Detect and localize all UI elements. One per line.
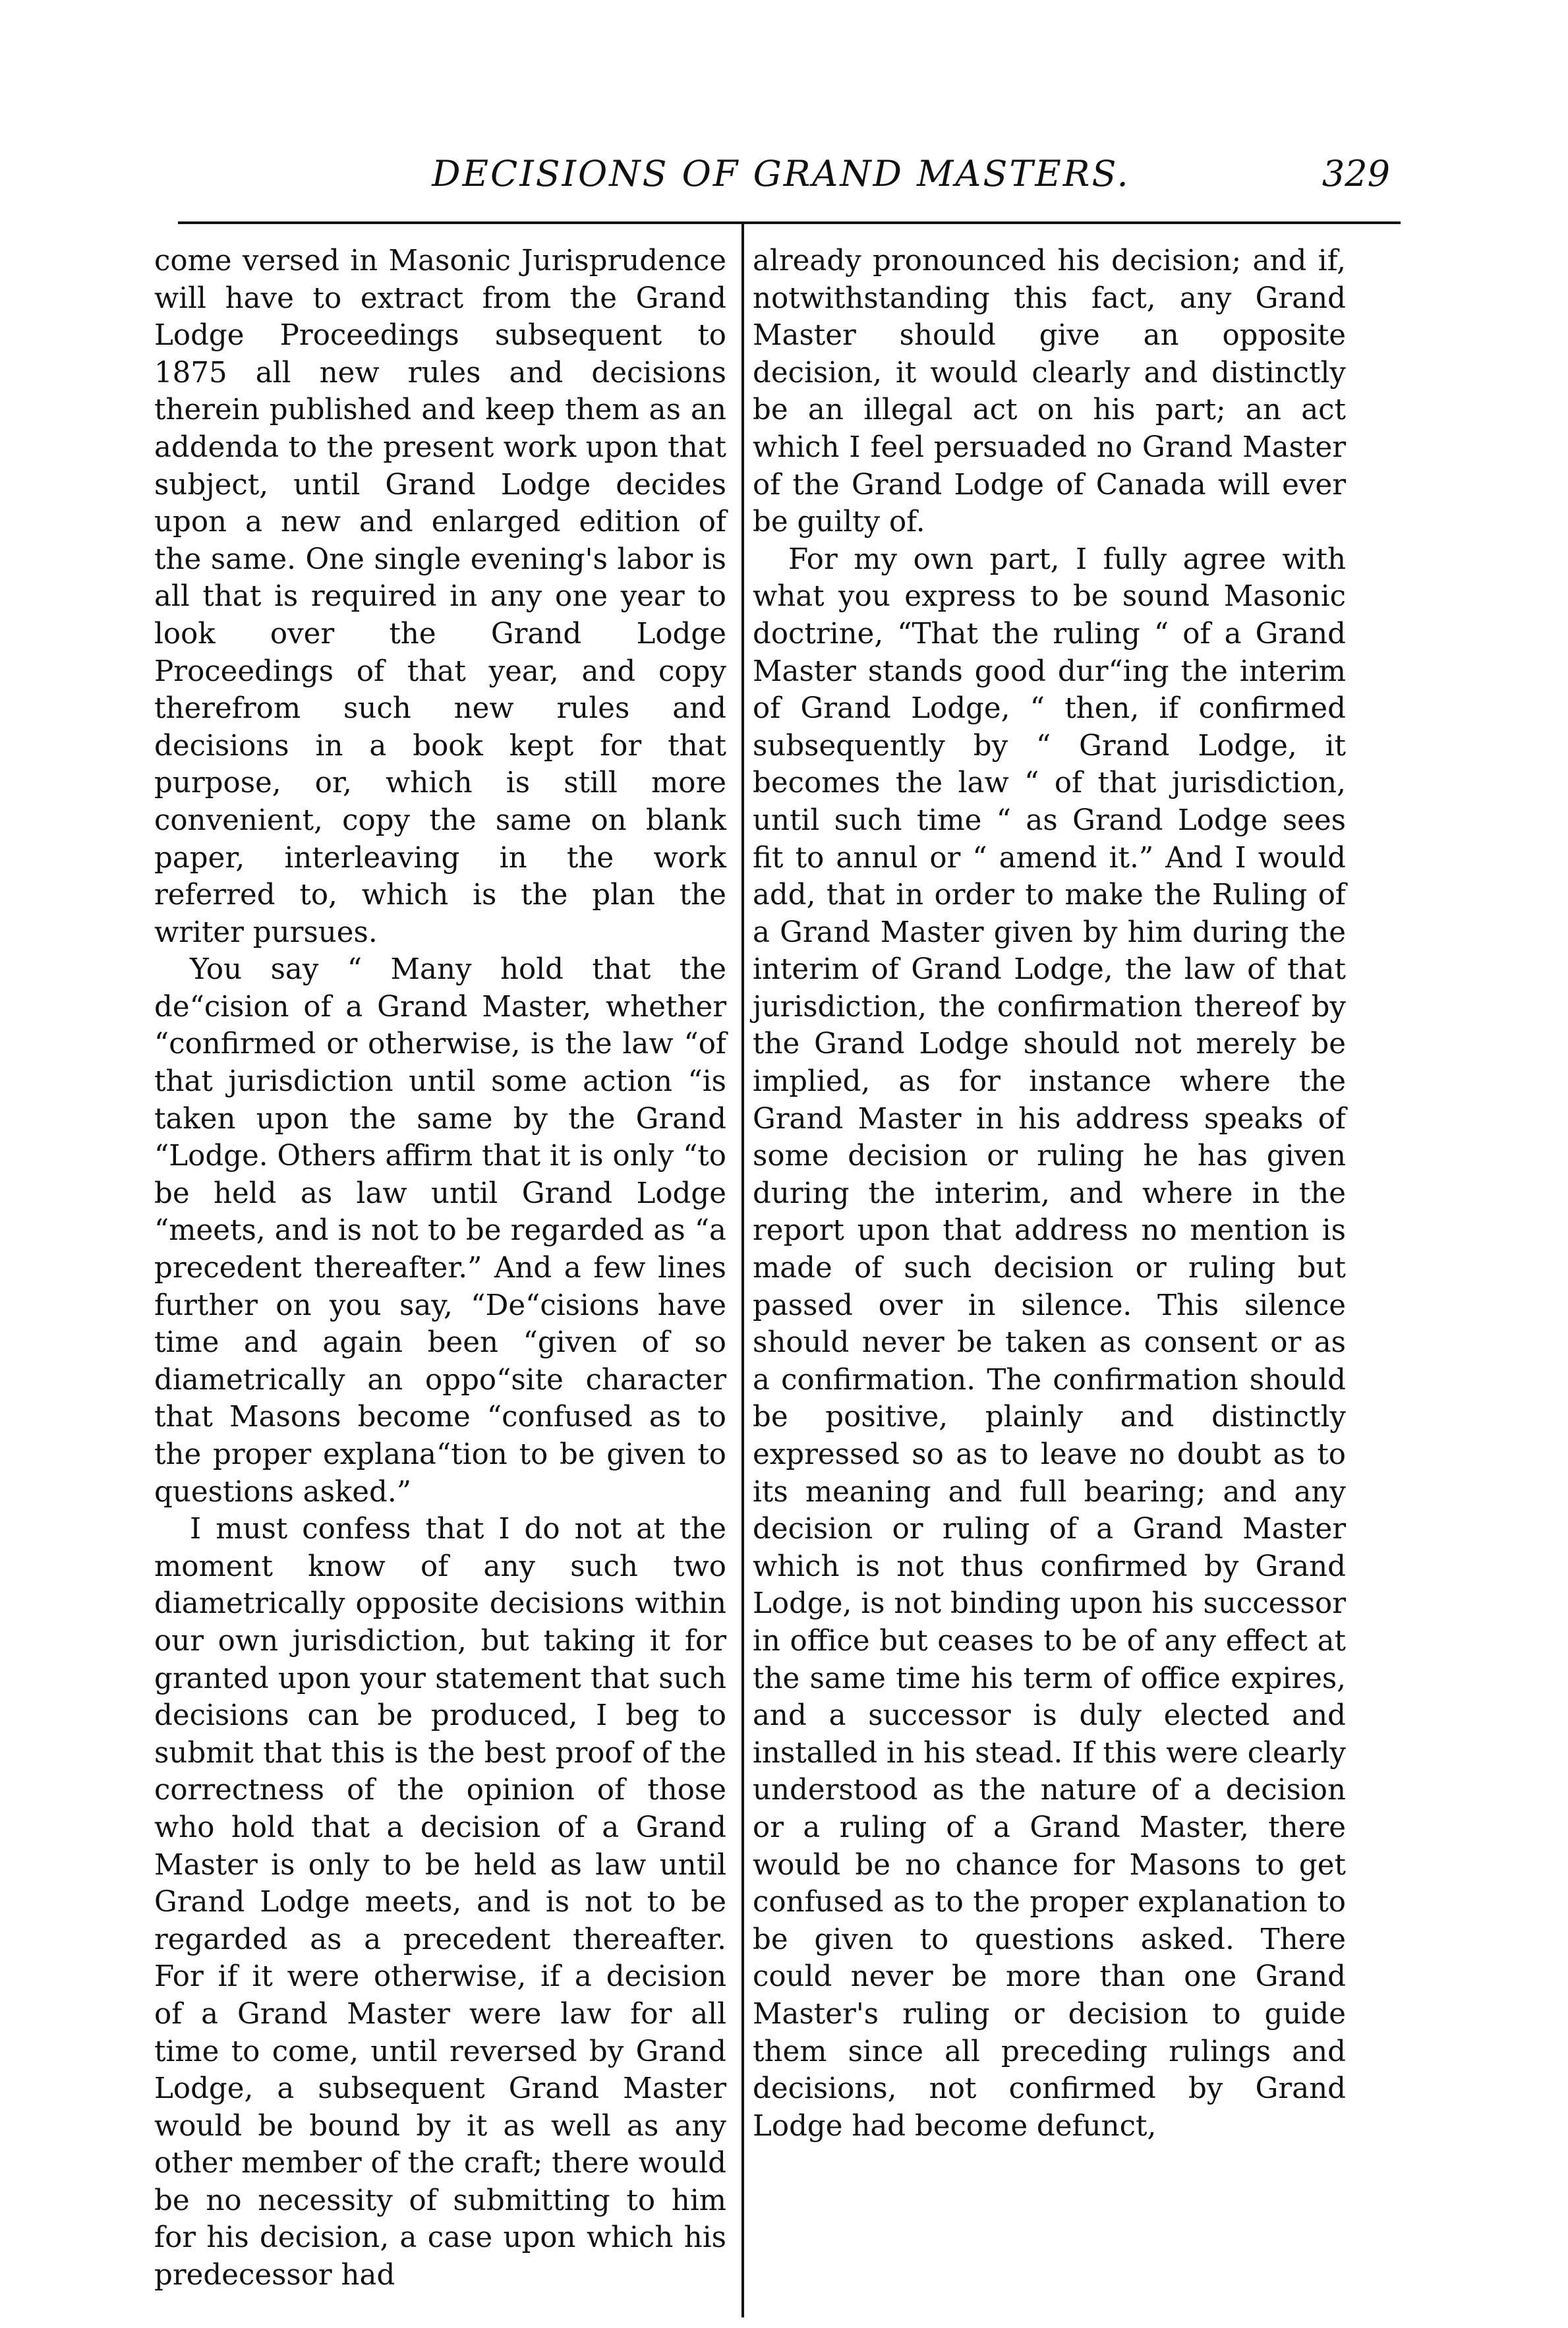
page-number: 329	[1321, 153, 1390, 194]
left-column	[154, 243, 726, 2294]
page-header	[0, 153, 1568, 206]
right-column	[753, 243, 1346, 2145]
running-title: DECISIONS OF GRAND MASTERS.	[432, 153, 1130, 194]
paragraph: For my own part, I fully agree with what you express to be sound Masonic doctrine, “That the ruling “ of a Grand Master stands good dur“ing the interim of Grand Lodge, “ then, if confirmed subsequently by “ Grand Lodge, it becomes the law “ of that jurisdiction, until such time “ as Grand Lodge sees fit to annul or “ amend it.” And I would add, that in order to make the Ruling of a Grand Master given by him during the interim of Grand Lodge, the law of that jurisdiction, the confirmation thereof by the Grand Lodge should not merely be implied, as for instance where the Grand Master in his address speaks of some decision or ruling he has given during the interim, and where in the report upon that address no mention is made of such decision or ruling but passed over in silence. This silence should never be taken as consent or as a confirmation. The confirmation should be positive, plainly and distinctly expressed so as to leave no doubt as to its meaning and full bearing; and any decision or ruling of a Grand Master which is not thus confirmed by Grand Lodge, is not binding upon his successor in office but ceases to be of any effect at the same time his term of office expires, and a successor is duly elected and installed in his stead. If this were clearly understood as the nature of a decision or a ruling of a Grand Master, there would be no chance for Masons to get confused as to the proper explanation to be given to questions asked. There could never be more than one Grand Master's ruling or decision to guide them since all preceding rulings and decisions, not confirmed by Grand Lodge had become defunct,	[753, 542, 1346, 2143]
paragraph: come versed in Masonic Jurisprudence will have to extract from the Grand Lodge Proceedings subsequent to 1875 all new rules and decisions therein published and keep them as an addenda to the present work upon that subject, until Grand Lodge decides upon a new and enlarged edition of the same. One single evening's labor is all that is required in any one year to look over the Grand Lodge Proceedings of that year, and copy therefrom such new rules and decisions in a book kept for that purpose, or, which is still more convenient, copy the same on blank paper, interleaving in the work referred to, which is the plan the writer pursues.	[154, 245, 726, 949]
paragraph: You say “ Many hold that the de“cision of a Grand Master, whether “confirmed or otherwise, is the law “of that jurisdiction until some action “is taken upon the same by the Grand “Lodge. Others affirm that it is only “to be held as law until Grand Lodge “meets, and is not to be regarded as “a precedent thereafter.” And a few lines further on you say, “De“cisions have time and again been “given of so diametrically an oppo“site character that Masons become “confused as to the proper explana“tion to be given to questions asked.”	[154, 953, 726, 1509]
header-rule	[178, 221, 1401, 224]
column-divider	[741, 221, 744, 2317]
paragraph: already pronounced his decision; and if, notwithstanding this fact, any Grand Master should give an opposite decision, it would clearly and distinctly be an illegal act on his part; an act which I feel persuaded no Grand Master of the Grand Lodge of Canada will ever be guilty of.	[753, 245, 1346, 539]
paragraph: I must confess that I do not at the moment know of any such two diametrically opposite decisions within our own jurisdiction, but taking it for granted upon your statement that such decisions can be produced, I beg to submit that this is the best proof of the correctness of the opinion of those who hold that a decision of a Grand Master is only to be held as law until Grand Lodge meets, and is not to be regarded as a precedent thereafter. For if it were otherwise, if a decision of a Grand Master were law for all time to come, until reversed by Grand Lodge, a subsequent Grand Master would be bound by it as well as any other member of the craft; there would be no necessity of submitting to him for his decision, a case upon which his predecessor had	[154, 1513, 726, 2292]
